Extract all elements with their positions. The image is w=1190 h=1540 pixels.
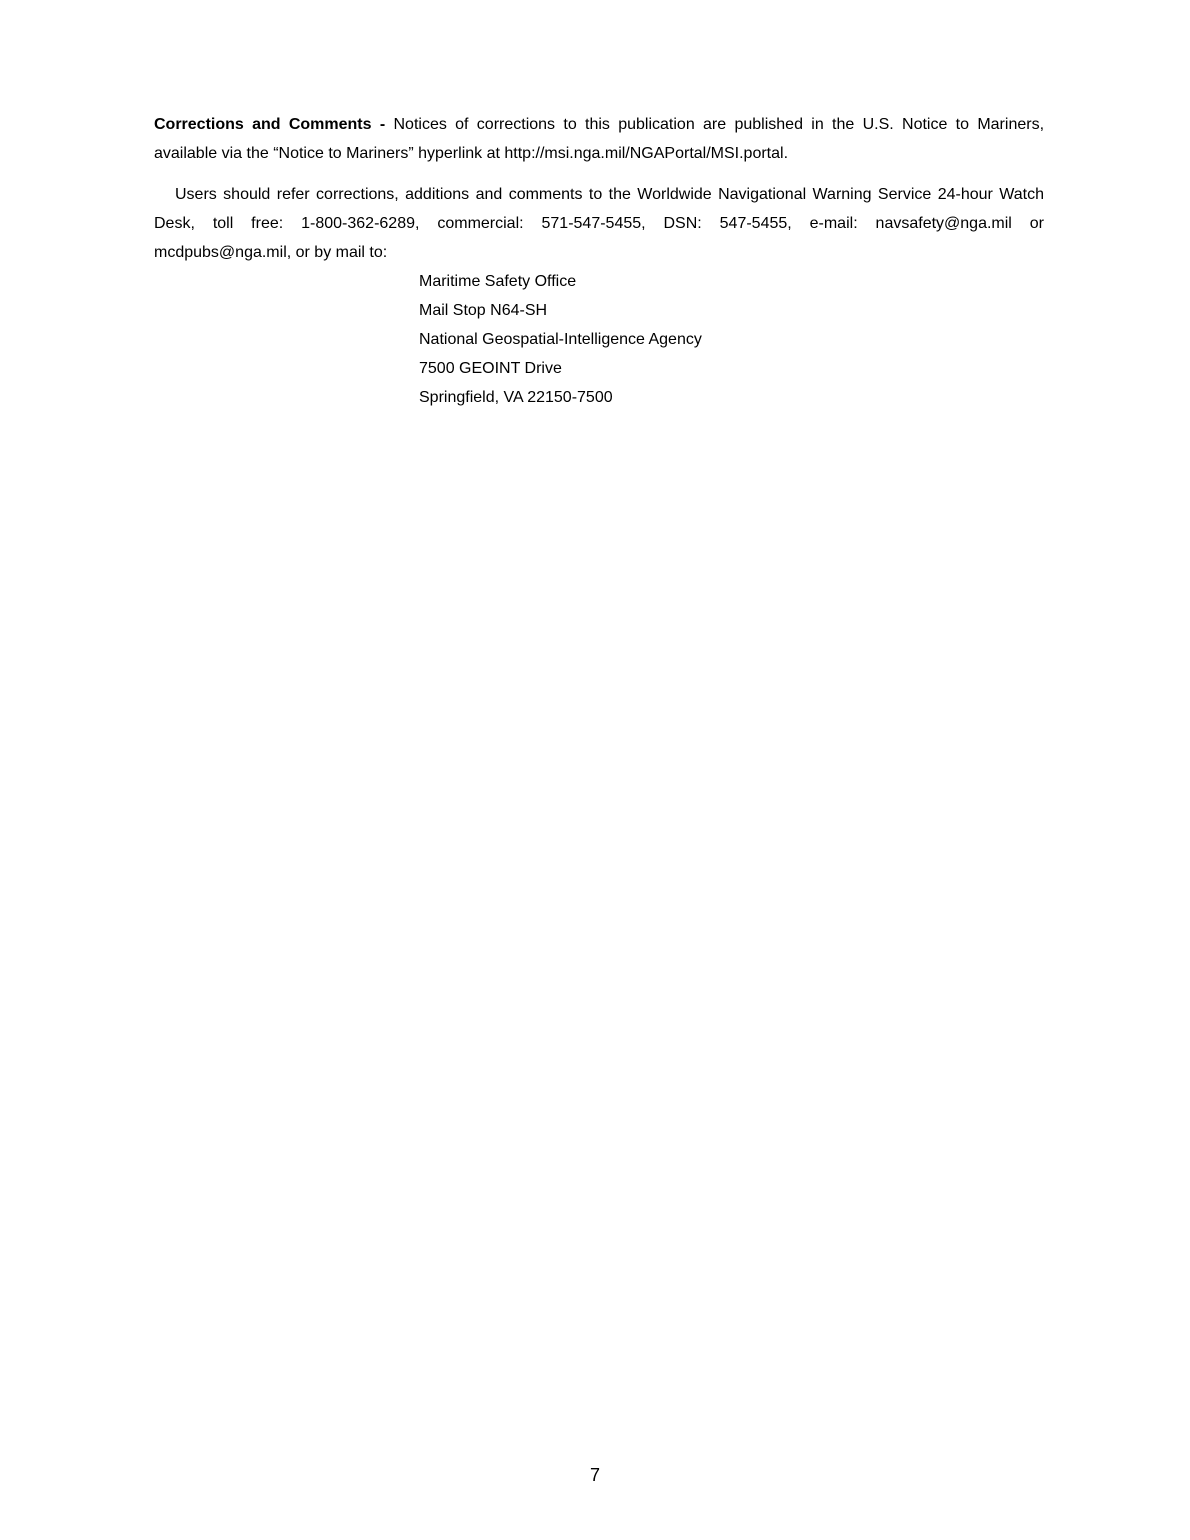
corrections-text: Notices of corrections to this publication are published in the U.S. Notice to Mariners, available via the “Notice to Mariners” hyperlink at http://msi.nga.mil/NGAPortal/MSI.portal. [154, 116, 1045, 162]
mailing-address [419, 267, 702, 412]
page-number: 7 [589, 1465, 600, 1485]
heading-separator: - [371, 116, 394, 133]
section-heading: Corrections and Comments [154, 116, 372, 133]
address-line-office: Maritime Safety Office [419, 273, 577, 290]
contact-paragraph [154, 180, 1044, 267]
address-line-street: 7500 GEOINT Drive [419, 360, 562, 377]
contact-text: Users should refer corrections, additions and comments to the Worldwide Navigational Warning Service 24-hour Watch Desk, toll free: 1-800-362-6289, commercial: 571-547-5455, DSN: 547-5455, e-mail: navsafety@nga.mil or mcdpubs@nga.mil, or by mail to: [154, 186, 1044, 261]
address-line-city: Springfield, VA 22150-7500 [419, 389, 613, 406]
address-line-agency: National Geospatial-Intelligence Agency [419, 331, 702, 348]
address-line-mailstop: Mail Stop N64-SH [419, 302, 548, 319]
corrections-paragraph [154, 110, 1044, 168]
